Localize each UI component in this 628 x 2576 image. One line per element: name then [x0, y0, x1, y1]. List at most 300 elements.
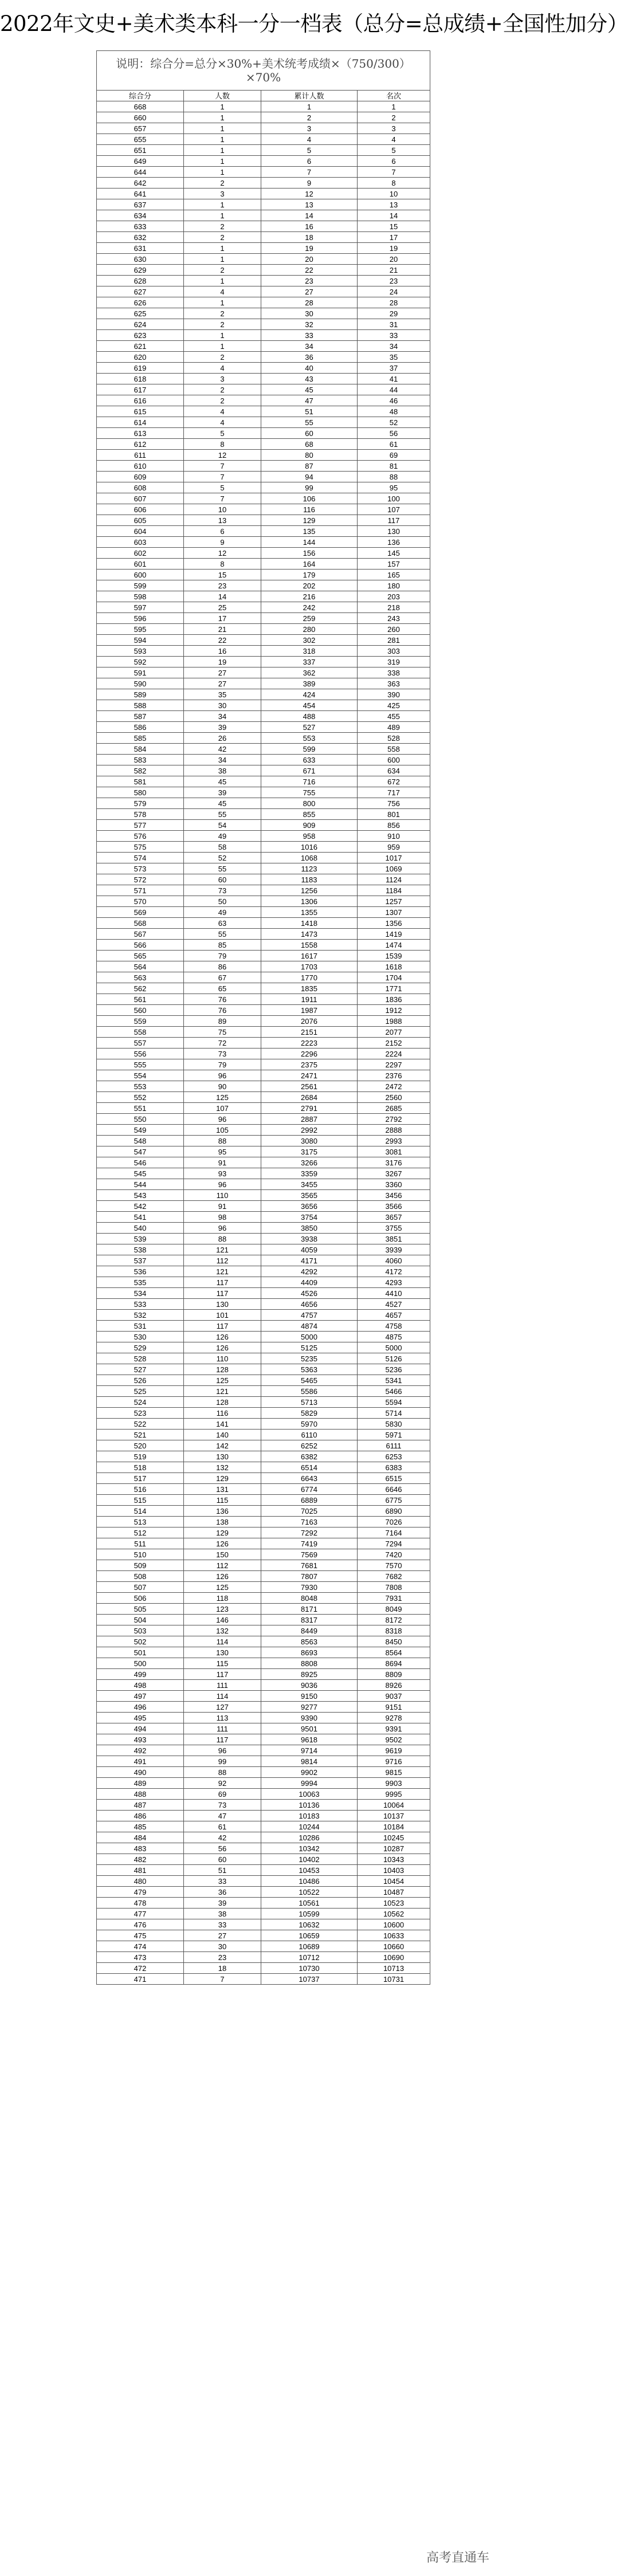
table-row: [97, 722, 430, 733]
cell-rank: 3851: [358, 1234, 430, 1244]
cell-count: 1: [184, 297, 261, 308]
score-rank-table: [96, 50, 430, 1985]
cell-cumulative: 5829: [261, 1408, 358, 1419]
cell-cumulative: 28: [261, 297, 358, 308]
cell-cumulative: 3455: [261, 1179, 358, 1190]
cell-score: 474: [97, 1941, 184, 1952]
cell-rank: 4410: [358, 1288, 430, 1299]
table-row: [97, 134, 430, 145]
table-row: [97, 1723, 430, 1734]
cell-rank: 3: [358, 123, 430, 134]
cell-rank: 3755: [358, 1223, 430, 1234]
table-row: [97, 189, 430, 199]
cell-rank: 1539: [358, 951, 430, 961]
cell-cumulative: 2561: [261, 1081, 358, 1092]
cell-rank: 2: [358, 112, 430, 123]
cell-count: 2: [184, 319, 261, 330]
table-row: [97, 123, 430, 134]
cell-rank: 10633: [358, 1930, 430, 1941]
table-row: [97, 1234, 430, 1244]
cell-cumulative: 9714: [261, 1745, 358, 1756]
cell-cumulative: 3938: [261, 1234, 358, 1244]
cell-rank: 203: [358, 591, 430, 602]
cell-cumulative: 9036: [261, 1680, 358, 1691]
cell-score: 614: [97, 417, 184, 428]
table-row: [97, 156, 430, 167]
cell-score: 607: [97, 493, 184, 504]
cell-cumulative: 1183: [261, 874, 358, 885]
table-row: [97, 700, 430, 711]
cell-score: 538: [97, 1244, 184, 1255]
cell-rank: 910: [358, 831, 430, 842]
cell-rank: 7026: [358, 1517, 430, 1527]
cell-count: 33: [184, 1876, 261, 1887]
cell-cumulative: 7419: [261, 1538, 358, 1549]
cell-rank: 634: [358, 765, 430, 776]
cell-score: 490: [97, 1767, 184, 1778]
table-row: [97, 482, 430, 493]
cell-cumulative: 302: [261, 635, 358, 646]
cell-cumulative: 164: [261, 559, 358, 570]
cell-count: 142: [184, 1440, 261, 1451]
cell-cumulative: 99: [261, 482, 358, 493]
table-row: [97, 1451, 430, 1462]
cell-cumulative: 7292: [261, 1527, 358, 1538]
column-header-cumulative: 累计人数: [261, 91, 358, 101]
cell-score: 629: [97, 265, 184, 276]
cell-score: 616: [97, 395, 184, 406]
cell-cumulative: 10402: [261, 1854, 358, 1865]
cell-cumulative: 2076: [261, 1016, 358, 1027]
cell-cumulative: 116: [261, 504, 358, 515]
cell-cumulative: 633: [261, 755, 358, 765]
cell-count: 129: [184, 1473, 261, 1484]
cell-count: 95: [184, 1146, 261, 1157]
cell-cumulative: 6: [261, 156, 358, 167]
cell-cumulative: 424: [261, 689, 358, 700]
cell-rank: 959: [358, 842, 430, 853]
cell-cumulative: 3175: [261, 1146, 358, 1157]
cell-cumulative: 87: [261, 461, 358, 472]
cell-count: 39: [184, 1898, 261, 1909]
cell-rank: 10713: [358, 1963, 430, 1974]
cell-count: 27: [184, 678, 261, 689]
cell-cumulative: 10486: [261, 1876, 358, 1887]
cell-score: 600: [97, 570, 184, 580]
cell-score: 583: [97, 755, 184, 765]
cell-score: 590: [97, 678, 184, 689]
cell-score: 655: [97, 134, 184, 145]
cell-score: 651: [97, 145, 184, 156]
cell-cumulative: 2684: [261, 1092, 358, 1103]
cell-rank: 157: [358, 559, 430, 570]
table-row: [97, 918, 430, 929]
cell-cumulative: 242: [261, 602, 358, 613]
cell-cumulative: 3656: [261, 1201, 358, 1212]
table-row: [97, 504, 430, 515]
cell-cumulative: 1256: [261, 885, 358, 896]
cell-score: 534: [97, 1288, 184, 1299]
cell-cumulative: 958: [261, 831, 358, 842]
cell-rank: 2685: [358, 1103, 430, 1114]
table-row: [97, 1375, 430, 1386]
cell-cumulative: 9: [261, 178, 358, 189]
cell-score: 572: [97, 874, 184, 885]
table-row: [97, 308, 430, 319]
cell-score: 542: [97, 1201, 184, 1212]
cell-rank: 1184: [358, 885, 430, 896]
cell-count: 5: [184, 428, 261, 439]
cell-rank: 52: [358, 417, 430, 428]
cell-cumulative: 8693: [261, 1647, 358, 1658]
cell-rank: 8172: [358, 1615, 430, 1625]
cell-rank: 281: [358, 635, 430, 646]
cell-rank: 8809: [358, 1669, 430, 1680]
table-note: 说明：综合分=总分×30%+美术统考成绩×（750/300）×70%: [97, 51, 430, 91]
table-row: [97, 472, 430, 482]
table-row: [97, 1397, 430, 1408]
cell-score: 610: [97, 461, 184, 472]
cell-cumulative: 7025: [261, 1506, 358, 1517]
cell-rank: 3360: [358, 1179, 430, 1190]
cell-cumulative: 10599: [261, 1909, 358, 1919]
table-row: [97, 1604, 430, 1615]
table-row: [97, 1244, 430, 1255]
cell-cumulative: 144: [261, 537, 358, 548]
cell-rank: 10137: [358, 1811, 430, 1821]
cell-cumulative: 106: [261, 493, 358, 504]
cell-rank: 5126: [358, 1353, 430, 1364]
table-row: [97, 395, 430, 406]
cell-rank: 69: [358, 450, 430, 461]
cell-score: 495: [97, 1713, 184, 1723]
table-row: [97, 624, 430, 635]
cell-cumulative: 19: [261, 243, 358, 254]
cell-score: 555: [97, 1059, 184, 1070]
cell-rank: 10487: [358, 1887, 430, 1898]
cell-rank: 3176: [358, 1157, 430, 1168]
table-row: [97, 1212, 430, 1223]
cell-count: 23: [184, 580, 261, 591]
cell-cumulative: 1703: [261, 961, 358, 972]
table-row: [97, 1495, 430, 1506]
table-row: [97, 1255, 430, 1266]
cell-count: 114: [184, 1691, 261, 1702]
cell-cumulative: 8925: [261, 1669, 358, 1680]
cell-rank: 8049: [358, 1604, 430, 1615]
note-row: [97, 51, 430, 91]
cell-count: 127: [184, 1702, 261, 1713]
table-row: [97, 755, 430, 765]
cell-rank: 21: [358, 265, 430, 276]
cell-score: 556: [97, 1049, 184, 1059]
cell-score: 631: [97, 243, 184, 254]
table-row: [97, 1691, 430, 1702]
table-row: [97, 1887, 430, 1898]
cell-count: 90: [184, 1081, 261, 1092]
cell-cumulative: 1987: [261, 1005, 358, 1016]
cell-count: 22: [184, 635, 261, 646]
cell-score: 621: [97, 341, 184, 352]
cell-cumulative: 5235: [261, 1353, 358, 1364]
cell-rank: 5: [358, 145, 430, 156]
cell-rank: 801: [358, 809, 430, 820]
cell-cumulative: 9994: [261, 1778, 358, 1789]
cell-score: 537: [97, 1255, 184, 1266]
cell-count: 33: [184, 1919, 261, 1930]
table-row: [97, 1005, 430, 1016]
cell-rank: 37: [358, 363, 430, 374]
cell-count: 85: [184, 940, 261, 951]
table-row: [97, 1560, 430, 1571]
cell-rank: 8318: [358, 1625, 430, 1636]
cell-score: 641: [97, 189, 184, 199]
cell-count: 112: [184, 1560, 261, 1571]
table-row: [97, 1506, 430, 1517]
cell-score: 496: [97, 1702, 184, 1713]
cell-rank: 28: [358, 297, 430, 308]
cell-score: 549: [97, 1125, 184, 1136]
cell-count: 138: [184, 1517, 261, 1527]
cell-rank: 9391: [358, 1723, 430, 1734]
cell-score: 509: [97, 1560, 184, 1571]
cell-count: 1: [184, 254, 261, 265]
cell-count: 125: [184, 1582, 261, 1593]
cell-score: 609: [97, 472, 184, 482]
cell-score: 584: [97, 744, 184, 755]
cell-score: 633: [97, 221, 184, 232]
cell-score: 540: [97, 1223, 184, 1234]
cell-rank: 33: [358, 330, 430, 341]
cell-score: 567: [97, 929, 184, 940]
cell-score: 484: [97, 1832, 184, 1843]
table-row: [97, 330, 430, 341]
cell-rank: 7294: [358, 1538, 430, 1549]
cell-score: 604: [97, 526, 184, 537]
table-row: [97, 319, 430, 330]
cell-count: 34: [184, 711, 261, 722]
table-row: [97, 1680, 430, 1691]
cell-cumulative: 94: [261, 472, 358, 482]
cell-score: 623: [97, 330, 184, 341]
cell-rank: 10523: [358, 1898, 430, 1909]
cell-rank: 2888: [358, 1125, 430, 1136]
cell-rank: 2376: [358, 1070, 430, 1081]
cell-count: 38: [184, 765, 261, 776]
cell-score: 598: [97, 591, 184, 602]
table-row: [97, 1615, 430, 1625]
cell-cumulative: 1558: [261, 940, 358, 951]
cell-score: 637: [97, 199, 184, 210]
cell-cumulative: 14: [261, 210, 358, 221]
cell-score: 594: [97, 635, 184, 646]
cell-cumulative: 43: [261, 374, 358, 384]
cell-rank: 10184: [358, 1821, 430, 1832]
cell-count: 132: [184, 1625, 261, 1636]
table-row: [97, 1288, 430, 1299]
cell-score: 588: [97, 700, 184, 711]
cell-score: 477: [97, 1909, 184, 1919]
table-row: [97, 221, 430, 232]
cell-rank: 100: [358, 493, 430, 504]
cell-count: 34: [184, 755, 261, 765]
cell-cumulative: 6643: [261, 1473, 358, 1484]
cell-count: 107: [184, 1103, 261, 1114]
cell-score: 642: [97, 178, 184, 189]
column-header-score: 综合分: [97, 91, 184, 101]
table-row: [97, 1277, 430, 1288]
cell-score: 511: [97, 1538, 184, 1549]
cell-cumulative: 36: [261, 352, 358, 363]
cell-cumulative: 45: [261, 384, 358, 395]
cell-cumulative: 22: [261, 265, 358, 276]
cell-count: 6: [184, 526, 261, 537]
table-row: [97, 951, 430, 961]
table-row: [97, 874, 430, 885]
table-row: [97, 1299, 430, 1310]
cell-rank: 6646: [358, 1484, 430, 1495]
cell-rank: 5236: [358, 1364, 430, 1375]
cell-cumulative: 33: [261, 330, 358, 341]
cell-rank: 1257: [358, 896, 430, 907]
table-row: [97, 1179, 430, 1190]
cell-cumulative: 216: [261, 591, 358, 602]
table-row: [97, 1713, 430, 1723]
table-row: [97, 842, 430, 853]
cell-cumulative: 4171: [261, 1255, 358, 1266]
cell-count: 42: [184, 744, 261, 755]
table-row: [97, 493, 430, 504]
table-row: [97, 1059, 430, 1070]
cell-count: 96: [184, 1114, 261, 1125]
cell-score: 562: [97, 983, 184, 994]
cell-count: 60: [184, 1854, 261, 1865]
cell-score: 575: [97, 842, 184, 853]
cell-rank: 2792: [358, 1114, 430, 1125]
cell-rank: 130: [358, 526, 430, 537]
watermark-text: 高考直通车: [426, 2551, 489, 2565]
cell-count: 89: [184, 1016, 261, 1027]
cell-count: 19: [184, 657, 261, 667]
table-row: [97, 657, 430, 667]
cell-cumulative: 3850: [261, 1223, 358, 1234]
cell-score: 546: [97, 1157, 184, 1168]
cell-count: 65: [184, 983, 261, 994]
cell-score: 492: [97, 1745, 184, 1756]
cell-rank: 10403: [358, 1865, 430, 1876]
cell-cumulative: 855: [261, 809, 358, 820]
table-row: [97, 580, 430, 591]
table-row: [97, 1114, 430, 1125]
table-row: [97, 1342, 430, 1353]
table-row: [97, 853, 430, 863]
cell-count: 111: [184, 1680, 261, 1691]
cell-score: 489: [97, 1778, 184, 1789]
cell-score: 577: [97, 820, 184, 831]
table-row: [97, 798, 430, 809]
table-row: [97, 1832, 430, 1843]
table-row: [97, 1778, 430, 1789]
cell-score: 516: [97, 1484, 184, 1495]
cell-rank: 10064: [358, 1800, 430, 1811]
cell-count: 115: [184, 1495, 261, 1506]
cell-rank: 1771: [358, 983, 430, 994]
table-row: [97, 526, 430, 537]
cell-cumulative: 18: [261, 232, 358, 243]
cell-count: 76: [184, 994, 261, 1005]
cell-score: 591: [97, 667, 184, 678]
cell-cumulative: 1016: [261, 842, 358, 853]
cell-cumulative: 34: [261, 341, 358, 352]
cell-score: 500: [97, 1658, 184, 1669]
cell-rank: 5714: [358, 1408, 430, 1419]
cell-count: 15: [184, 570, 261, 580]
cell-score: 601: [97, 559, 184, 570]
cell-count: 27: [184, 1930, 261, 1941]
cell-score: 485: [97, 1821, 184, 1832]
table-row: [97, 907, 430, 918]
cell-score: 570: [97, 896, 184, 907]
table-row: [97, 787, 430, 798]
cell-count: 1: [184, 199, 261, 210]
table-row: [97, 1125, 430, 1136]
table-row: [97, 1070, 430, 1081]
table-row: [97, 646, 430, 657]
cell-rank: 10287: [358, 1843, 430, 1854]
table-row: [97, 243, 430, 254]
cell-score: 548: [97, 1136, 184, 1146]
cell-rank: 117: [358, 515, 430, 526]
cell-rank: 8694: [358, 1658, 430, 1669]
cell-count: 75: [184, 1027, 261, 1038]
cell-rank: 4527: [358, 1299, 430, 1310]
cell-score: 483: [97, 1843, 184, 1854]
cell-count: 126: [184, 1332, 261, 1342]
table-row: [97, 667, 430, 678]
cell-count: 117: [184, 1669, 261, 1680]
cell-count: 99: [184, 1756, 261, 1767]
cell-score: 519: [97, 1451, 184, 1462]
cell-cumulative: 10712: [261, 1952, 358, 1963]
cell-score: 597: [97, 602, 184, 613]
cell-count: 1: [184, 112, 261, 123]
cell-rank: 10: [358, 189, 430, 199]
cell-rank: 319: [358, 657, 430, 667]
cell-score: 573: [97, 863, 184, 874]
cell-cumulative: 1: [261, 101, 358, 112]
cell-count: 121: [184, 1266, 261, 1277]
cell-rank: 23: [358, 276, 430, 286]
cell-count: 105: [184, 1125, 261, 1136]
table-row: [97, 276, 430, 286]
cell-cumulative: 202: [261, 580, 358, 591]
cell-score: 482: [97, 1854, 184, 1865]
cell-score: 579: [97, 798, 184, 809]
cell-count: 23: [184, 1952, 261, 1963]
cell-count: 76: [184, 1005, 261, 1016]
cell-count: 39: [184, 787, 261, 798]
table-row: [97, 406, 430, 417]
cell-count: 1: [184, 134, 261, 145]
cell-rank: 9995: [358, 1789, 430, 1800]
cell-count: 2: [184, 352, 261, 363]
cell-rank: 10600: [358, 1919, 430, 1930]
cell-cumulative: 318: [261, 646, 358, 657]
table-row: [97, 1332, 430, 1342]
table-row: [97, 1027, 430, 1038]
cell-rank: 243: [358, 613, 430, 624]
cell-cumulative: 2: [261, 112, 358, 123]
